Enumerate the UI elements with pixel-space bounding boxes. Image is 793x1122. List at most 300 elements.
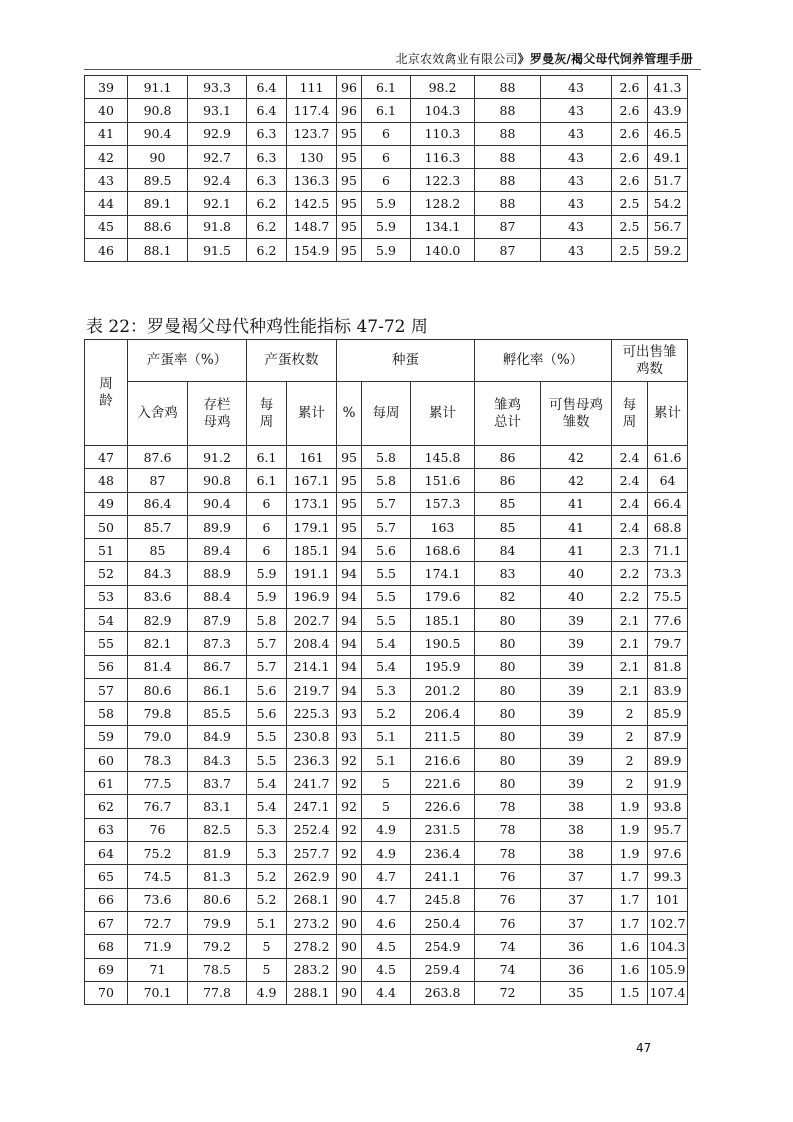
table-cell: 6.1 bbox=[247, 469, 287, 492]
table-cell: 68 bbox=[85, 935, 128, 958]
table-cell: 5.6 bbox=[362, 539, 411, 562]
table-cell: 6.4 bbox=[247, 99, 287, 122]
table-cell: 74 bbox=[475, 958, 541, 981]
table-cell: 5.9 bbox=[362, 239, 411, 262]
table-cell: 50 bbox=[85, 515, 128, 538]
table-cell: 44 bbox=[85, 192, 128, 215]
table-cell: 202.7 bbox=[287, 609, 337, 632]
table-cell: 95 bbox=[337, 239, 362, 262]
table-cell: 88.4 bbox=[188, 585, 247, 608]
table-row bbox=[85, 911, 688, 934]
table-cell: 90.4 bbox=[128, 122, 188, 145]
table-cell: 65 bbox=[85, 865, 128, 888]
table-cell: 78 bbox=[475, 818, 541, 841]
table-cell: 86.4 bbox=[128, 492, 188, 515]
table-cell: 201.2 bbox=[411, 678, 475, 701]
table-cell: 6 bbox=[362, 145, 411, 168]
page-number: 47 bbox=[636, 1041, 652, 1055]
table-cell: 6.3 bbox=[247, 122, 287, 145]
table-cell: 221.6 bbox=[411, 772, 475, 795]
table-cell: 6 bbox=[362, 169, 411, 192]
table-cell: 84.9 bbox=[188, 725, 247, 748]
table-cell: 43 bbox=[541, 215, 612, 238]
table-cell: 5 bbox=[362, 772, 411, 795]
table-cell: 1.9 bbox=[612, 795, 648, 818]
table-cell: 2.4 bbox=[612, 515, 648, 538]
continued-performance-table bbox=[84, 75, 688, 262]
table-cell: 90 bbox=[337, 935, 362, 958]
table-cell: 95 bbox=[337, 446, 362, 469]
header-lay-rate: 产蛋率（%） bbox=[128, 340, 247, 382]
table-cell: 2.6 bbox=[612, 169, 648, 192]
table-cell: 6.2 bbox=[247, 215, 287, 238]
table-row bbox=[85, 145, 688, 168]
table-cell: 79.0 bbox=[128, 725, 188, 748]
table-cell: 51 bbox=[85, 539, 128, 562]
table-cell: 64 bbox=[85, 842, 128, 865]
table-cell: 2 bbox=[612, 725, 648, 748]
table-row bbox=[85, 842, 688, 865]
table-cell: 88 bbox=[475, 76, 541, 99]
table-cell: 151.6 bbox=[411, 469, 475, 492]
header-housed-hen: 入舍鸡 bbox=[128, 382, 188, 446]
table-cell: 250.4 bbox=[411, 911, 475, 934]
table-cell: 140.0 bbox=[411, 239, 475, 262]
table-cell: 6 bbox=[247, 539, 287, 562]
table-cell: 2 bbox=[612, 772, 648, 795]
table-cell: 89.5 bbox=[128, 169, 188, 192]
header-manual-title: 罗曼灰/褐父母代饲养管理手册 bbox=[529, 52, 693, 66]
table-cell: 4.7 bbox=[362, 865, 411, 888]
table-cell: 257.7 bbox=[287, 842, 337, 865]
table-cell: 1.6 bbox=[612, 958, 648, 981]
table-cell: 104.3 bbox=[648, 935, 688, 958]
table-cell: 80 bbox=[475, 772, 541, 795]
table-cell: 134.1 bbox=[411, 215, 475, 238]
table-cell: 76 bbox=[475, 911, 541, 934]
continued-table-body bbox=[85, 76, 688, 262]
table-cell: 88 bbox=[475, 145, 541, 168]
table-cell: 94 bbox=[337, 539, 362, 562]
table-cell: 90.8 bbox=[128, 99, 188, 122]
table-cell: 81.9 bbox=[188, 842, 247, 865]
table-cell: 5.3 bbox=[247, 842, 287, 865]
table-cell: 54 bbox=[85, 609, 128, 632]
table-cell: 174.1 bbox=[411, 562, 475, 585]
table-cell: 5.7 bbox=[362, 515, 411, 538]
table-cell: 2.1 bbox=[612, 632, 648, 655]
table-cell: 90 bbox=[337, 865, 362, 888]
table-cell: 226.6 bbox=[411, 795, 475, 818]
table-cell: 208.4 bbox=[287, 632, 337, 655]
table-cell: 2.4 bbox=[612, 469, 648, 492]
table-cell: 90 bbox=[337, 911, 362, 934]
table-cell: 5.7 bbox=[362, 492, 411, 515]
table-cell: 5.2 bbox=[247, 888, 287, 911]
table-cell: 2.5 bbox=[612, 239, 648, 262]
table-cell: 179.1 bbox=[287, 515, 337, 538]
table-cell: 88 bbox=[475, 169, 541, 192]
table-cell: 4.7 bbox=[362, 888, 411, 911]
table-cell: 88.6 bbox=[128, 215, 188, 238]
table-cell: 80 bbox=[475, 678, 541, 701]
table-cell: 5.1 bbox=[362, 748, 411, 771]
table-cell: 39 bbox=[85, 76, 128, 99]
table-cell: 43 bbox=[85, 169, 128, 192]
table-cell: 80 bbox=[475, 609, 541, 632]
table-cell: 6.1 bbox=[362, 99, 411, 122]
table-cell: 6.2 bbox=[247, 239, 287, 262]
table-cell: 89.9 bbox=[188, 515, 247, 538]
table-cell: 87 bbox=[475, 215, 541, 238]
table-cell: 78.5 bbox=[188, 958, 247, 981]
table-cell: 123.7 bbox=[287, 122, 337, 145]
table-cell: 72 bbox=[475, 981, 541, 1004]
table-cell: 88.1 bbox=[128, 239, 188, 262]
table-cell: 92 bbox=[337, 842, 362, 865]
table-cell: 69 bbox=[85, 958, 128, 981]
table-cell: 2.2 bbox=[612, 562, 648, 585]
table-cell: 2 bbox=[612, 748, 648, 771]
table-cell: 95.7 bbox=[648, 818, 688, 841]
table-cell: 88 bbox=[475, 192, 541, 215]
header-hatch-rate: 孵化率（%） bbox=[475, 340, 612, 382]
table-cell: 61.6 bbox=[648, 446, 688, 469]
header-week: 周龄 bbox=[85, 340, 128, 446]
table-cell: 5.1 bbox=[247, 911, 287, 934]
table-cell: 83.1 bbox=[188, 795, 247, 818]
table-cell: 41 bbox=[541, 515, 612, 538]
table-cell: 56 bbox=[85, 655, 128, 678]
performance-table-47-72 bbox=[84, 339, 688, 1005]
table-cell: 5.9 bbox=[247, 562, 287, 585]
table-cell: 236.4 bbox=[411, 842, 475, 865]
table-cell: 66 bbox=[85, 888, 128, 911]
table-row bbox=[85, 818, 688, 841]
table-cell: 5 bbox=[362, 795, 411, 818]
table-cell: 94 bbox=[337, 609, 362, 632]
table-cell: 81.4 bbox=[128, 655, 188, 678]
table-cell: 83.6 bbox=[128, 585, 188, 608]
table-row bbox=[85, 865, 688, 888]
table-cell: 5.9 bbox=[362, 192, 411, 215]
header-per-week: 每周 bbox=[247, 382, 287, 446]
table-cell: 59.2 bbox=[648, 239, 688, 262]
table-cell: 92.1 bbox=[188, 192, 247, 215]
table-cell: 90.8 bbox=[188, 469, 247, 492]
table-cell: 70.1 bbox=[128, 981, 188, 1004]
table-cell: 241.7 bbox=[287, 772, 337, 795]
table-cell: 39 bbox=[541, 632, 612, 655]
header-hatching-eggs: 种蛋 bbox=[337, 340, 475, 382]
table-cell: 190.5 bbox=[411, 632, 475, 655]
table-cell: 46.5 bbox=[648, 122, 688, 145]
table-cell: 41.3 bbox=[648, 76, 688, 99]
table-cell: 90 bbox=[337, 958, 362, 981]
table-cell: 93.3 bbox=[188, 76, 247, 99]
table-cell: 80 bbox=[475, 748, 541, 771]
table-cell: 87 bbox=[475, 239, 541, 262]
table-cell: 262.9 bbox=[287, 865, 337, 888]
table-cell: 87.9 bbox=[188, 609, 247, 632]
table-cell: 43 bbox=[541, 169, 612, 192]
table-cell: 214.1 bbox=[287, 655, 337, 678]
table-cell: 5.7 bbox=[247, 655, 287, 678]
table-cell: 241.1 bbox=[411, 865, 475, 888]
table-cell: 211.5 bbox=[411, 725, 475, 748]
table-row bbox=[85, 702, 688, 725]
table-cell: 116.3 bbox=[411, 145, 475, 168]
table-cell: 219.7 bbox=[287, 678, 337, 701]
table-cell: 2.1 bbox=[612, 655, 648, 678]
table-cell: 5.8 bbox=[362, 446, 411, 469]
table-cell: 47 bbox=[85, 446, 128, 469]
table-cell: 167.1 bbox=[287, 469, 337, 492]
table-cell: 66.4 bbox=[648, 492, 688, 515]
table-cell: 63 bbox=[85, 818, 128, 841]
table-cell: 94 bbox=[337, 585, 362, 608]
table-cell: 2.6 bbox=[612, 122, 648, 145]
table-cell: 2.6 bbox=[612, 145, 648, 168]
table-cell: 73.3 bbox=[648, 562, 688, 585]
table-cell: 90 bbox=[337, 981, 362, 1004]
table-cell: 92 bbox=[337, 748, 362, 771]
table-cell: 230.8 bbox=[287, 725, 337, 748]
table-cell: 5.1 bbox=[362, 725, 411, 748]
table-cell: 236.3 bbox=[287, 748, 337, 771]
table-cell: 73.6 bbox=[128, 888, 188, 911]
table-row bbox=[85, 981, 688, 1004]
table-cell: 54.2 bbox=[648, 192, 688, 215]
table-cell: 96 bbox=[337, 99, 362, 122]
table-cell: 1.9 bbox=[612, 818, 648, 841]
table-cell: 5.4 bbox=[247, 772, 287, 795]
table-cell: 247.1 bbox=[287, 795, 337, 818]
table-cell: 82 bbox=[475, 585, 541, 608]
table-cell: 5.8 bbox=[247, 609, 287, 632]
table-cell: 4.9 bbox=[362, 818, 411, 841]
table-cell: 195.9 bbox=[411, 655, 475, 678]
table-row bbox=[85, 192, 688, 215]
header-he-per-week: 每周 bbox=[362, 382, 411, 446]
table-row bbox=[85, 609, 688, 632]
table-cell: 5 bbox=[247, 958, 287, 981]
table-cell: 6 bbox=[362, 122, 411, 145]
table-cell: 283.2 bbox=[287, 958, 337, 981]
table-row bbox=[85, 562, 688, 585]
table-cell: 75.5 bbox=[648, 585, 688, 608]
table-cell: 84 bbox=[475, 539, 541, 562]
table-cell: 107.4 bbox=[648, 981, 688, 1004]
table-cell: 95 bbox=[337, 469, 362, 492]
table-cell: 57 bbox=[85, 678, 128, 701]
header-rule bbox=[84, 69, 701, 70]
table-cell: 43 bbox=[541, 99, 612, 122]
table-cell: 6.1 bbox=[362, 76, 411, 99]
table-cell: 157.3 bbox=[411, 492, 475, 515]
table-cell: 87.6 bbox=[128, 446, 188, 469]
table-cell: 163 bbox=[411, 515, 475, 538]
table-cell: 79.9 bbox=[188, 911, 247, 934]
table-cell: 1.5 bbox=[612, 981, 648, 1004]
table-cell: 89.4 bbox=[188, 539, 247, 562]
table-cell: 90.4 bbox=[188, 492, 247, 515]
header-sc-cumulative: 累计 bbox=[648, 382, 688, 446]
table-row bbox=[85, 99, 688, 122]
table-cell: 87 bbox=[128, 469, 188, 492]
table-row bbox=[85, 888, 688, 911]
table-cell: 39 bbox=[541, 609, 612, 632]
table-cell: 105.9 bbox=[648, 958, 688, 981]
table-row bbox=[85, 585, 688, 608]
table-cell: 81.8 bbox=[648, 655, 688, 678]
header-cumulative: 累计 bbox=[287, 382, 337, 446]
table-cell: 89.1 bbox=[128, 192, 188, 215]
table-cell: 78 bbox=[475, 842, 541, 865]
table-cell: 77.6 bbox=[648, 609, 688, 632]
table-cell: 39 bbox=[541, 655, 612, 678]
table-cell: 102.7 bbox=[648, 911, 688, 934]
table-cell: 91.5 bbox=[188, 239, 247, 262]
table-cell: 74.5 bbox=[128, 865, 188, 888]
table-cell: 5.7 bbox=[247, 632, 287, 655]
table-row bbox=[85, 772, 688, 795]
table-cell: 5.6 bbox=[247, 702, 287, 725]
table-cell: 2.1 bbox=[612, 678, 648, 701]
table-cell: 74 bbox=[475, 935, 541, 958]
table-cell: 5.8 bbox=[362, 469, 411, 492]
table-cell: 288.1 bbox=[287, 981, 337, 1004]
table-row bbox=[85, 748, 688, 771]
table-cell: 71 bbox=[128, 958, 188, 981]
table-cell: 110.3 bbox=[411, 122, 475, 145]
table-cell: 94 bbox=[337, 562, 362, 585]
table-cell: 70 bbox=[85, 981, 128, 1004]
table-cell: 92.4 bbox=[188, 169, 247, 192]
table-cell: 87.3 bbox=[188, 632, 247, 655]
table-cell: 98.2 bbox=[411, 76, 475, 99]
table-cell: 42 bbox=[85, 145, 128, 168]
table-cell: 49 bbox=[85, 492, 128, 515]
table-cell: 39 bbox=[541, 772, 612, 795]
table-cell: 36 bbox=[541, 958, 612, 981]
table-cell: 85 bbox=[128, 539, 188, 562]
table-cell: 78 bbox=[475, 795, 541, 818]
table-cell: 95 bbox=[337, 515, 362, 538]
table-cell: 59 bbox=[85, 725, 128, 748]
table-row bbox=[85, 515, 688, 538]
table-cell: 80 bbox=[475, 655, 541, 678]
table-cell: 4.9 bbox=[247, 981, 287, 1004]
table-cell: 5.4 bbox=[247, 795, 287, 818]
table-cell: 94 bbox=[337, 632, 362, 655]
table-cell: 40 bbox=[85, 99, 128, 122]
table-cell: 95 bbox=[337, 145, 362, 168]
table-cell: 95 bbox=[337, 192, 362, 215]
table-cell: 91.1 bbox=[128, 76, 188, 99]
table-cell: 252.4 bbox=[287, 818, 337, 841]
table-cell: 38 bbox=[541, 818, 612, 841]
table-cell: 273.2 bbox=[287, 911, 337, 934]
table-cell: 6.2 bbox=[247, 192, 287, 215]
table-cell: 43 bbox=[541, 122, 612, 145]
table-cell: 2.5 bbox=[612, 192, 648, 215]
table-cell: 95 bbox=[337, 492, 362, 515]
table-cell: 4.5 bbox=[362, 935, 411, 958]
table-cell: 97.6 bbox=[648, 842, 688, 865]
header-saleable-chicks: 可出售雏鸡数 bbox=[612, 340, 688, 382]
table-cell: 91.8 bbox=[188, 215, 247, 238]
table-cell: 95 bbox=[337, 169, 362, 192]
table-cell: 62 bbox=[85, 795, 128, 818]
table-cell: 4.6 bbox=[362, 911, 411, 934]
table-row bbox=[85, 215, 688, 238]
table-cell: 92 bbox=[337, 818, 362, 841]
table-cell: 84.3 bbox=[188, 748, 247, 771]
table-cell: 136.3 bbox=[287, 169, 337, 192]
table-cell: 5.3 bbox=[247, 818, 287, 841]
table-row bbox=[85, 795, 688, 818]
table-cell: 111 bbox=[287, 76, 337, 99]
running-header bbox=[396, 50, 693, 67]
table-row bbox=[85, 539, 688, 562]
table-cell: 185.1 bbox=[287, 539, 337, 562]
table-cell: 96 bbox=[337, 76, 362, 99]
table-cell: 82.1 bbox=[128, 632, 188, 655]
performance-table-body bbox=[85, 446, 688, 1005]
table-cell: 43 bbox=[541, 145, 612, 168]
header-he-cumulative: 累计 bbox=[411, 382, 475, 446]
table-row bbox=[85, 935, 688, 958]
table-cell: 77.8 bbox=[188, 981, 247, 1004]
table-cell: 6 bbox=[247, 492, 287, 515]
table-cell: 93 bbox=[337, 725, 362, 748]
table-cell: 2.6 bbox=[612, 76, 648, 99]
table-cell: 245.8 bbox=[411, 888, 475, 911]
table-cell: 39 bbox=[541, 748, 612, 771]
header-sc-per-week: 每周 bbox=[612, 382, 648, 446]
table-cell: 86 bbox=[475, 446, 541, 469]
table-cell: 82.9 bbox=[128, 609, 188, 632]
table-row bbox=[85, 678, 688, 701]
table-cell: 91.2 bbox=[188, 446, 247, 469]
table-cell: 196.9 bbox=[287, 585, 337, 608]
table-cell: 117.4 bbox=[287, 99, 337, 122]
table-cell: 71.9 bbox=[128, 935, 188, 958]
table-cell: 185.1 bbox=[411, 609, 475, 632]
table-cell: 43 bbox=[541, 76, 612, 99]
table-cell: 95 bbox=[337, 122, 362, 145]
table-cell: 56.7 bbox=[648, 215, 688, 238]
table-cell: 2.1 bbox=[612, 609, 648, 632]
table-cell: 95 bbox=[337, 215, 362, 238]
table-cell: 81.3 bbox=[188, 865, 247, 888]
table-cell: 130 bbox=[287, 145, 337, 168]
table-cell: 5.2 bbox=[362, 702, 411, 725]
table-row bbox=[85, 169, 688, 192]
table-cell: 72.7 bbox=[128, 911, 188, 934]
table-cell: 6.3 bbox=[247, 169, 287, 192]
table-cell: 145.8 bbox=[411, 446, 475, 469]
table-cell: 85.7 bbox=[128, 515, 188, 538]
table-cell: 99.3 bbox=[648, 865, 688, 888]
table-cell: 1.7 bbox=[612, 865, 648, 888]
table-cell: 4.4 bbox=[362, 981, 411, 1004]
table-cell: 39 bbox=[541, 702, 612, 725]
table-cell: 2.3 bbox=[612, 539, 648, 562]
table-cell: 85 bbox=[475, 515, 541, 538]
table-row bbox=[85, 725, 688, 748]
